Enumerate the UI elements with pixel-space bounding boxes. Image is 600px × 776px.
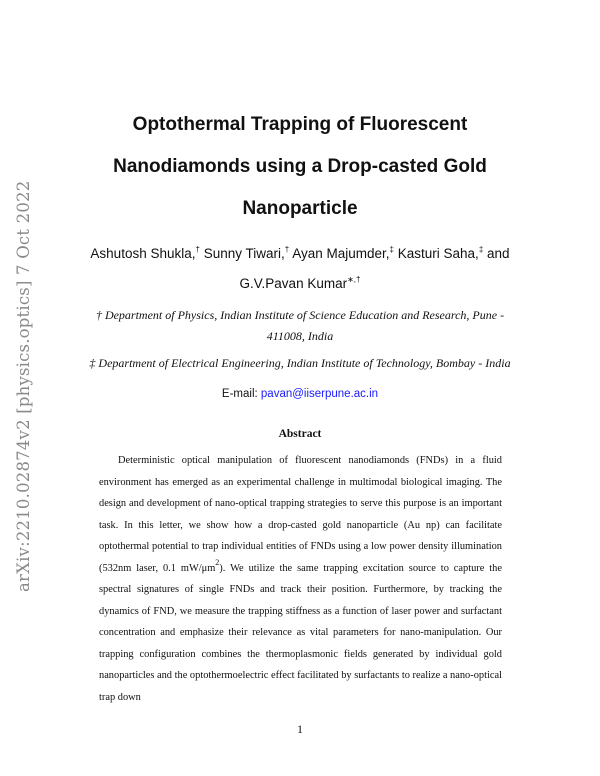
paper-title [60,104,540,230]
affil-mark: † [284,245,290,254]
abstract-heading: Abstract [278,428,322,440]
affiliation-physics-line-1: † Department of Physics, Indian Institute of Science Education and Research, Pune - [95,308,505,322]
author-and: and [487,246,510,261]
email-line [60,388,540,400]
affiliation-electrical: ‡ Department of Electrical Engineering, Indian Institute of Technology, Bombay - India [89,356,511,370]
affil-mark: † [195,245,200,254]
affil-mark: ‡ [389,245,394,254]
author-line-2 [70,269,530,299]
affiliation-physics-line-2: 411008, India [266,329,334,343]
author-saha: Kasturi Saha, [397,246,479,261]
affil-mark: ∗,† [347,275,361,284]
author-line-1 [70,239,530,269]
abstract-text-1: Deterministic optical manipulation of fluorescent nanodiamonds (FNDs) in a fluid environment has emerged as an experimental challenge in multimodal biological imaging. The design and development of nano-optical trapping strategies to serve this purpose is an important task. In this letter, we show how a drop-casted gold nanoparticle (Au np) can facilitate optothermal potential to trap individual entities of FNDs using a low power density illumination (532nm laser, 0.1 mW/μm [99,455,502,574]
affiliation-physics [70,305,530,347]
page-number: 1 [297,722,303,736]
arxiv-identifier: arXiv:2210.02874v2 [physics.optics] 7 Oct 2022 [14,180,33,592]
author-kumar: G.V.Pavan Kumar [239,276,348,291]
abstract-superscript: 2 [215,557,220,567]
title-line-1: Optothermal Trapping of Fluorescent [132,114,468,135]
affil-mark: ‡ [478,245,484,254]
author-shukla: Ashutosh Shukla, [90,246,196,261]
author-majumder: Ayan Majumder, [292,246,390,261]
author-list [70,239,530,299]
title-line-2: Nanodiamonds using a Drop-casted Gold [113,156,487,177]
author-tiwari: Sunny Tiwari, [203,246,285,261]
title-line-3: Nanoparticle [242,198,358,219]
abstract-text-2: ). We utilize the same trapping excitation source to capture the spectral signatures of single FNDs and track their position. Furthermore, by tracking the dynamics of FND, we measure the trapping stiffness as a function of laser power and surfactant concentration and emphasize their relevance as vital parameters for nano-manipulation. Our trapping configuration combines the thermoplasmonic fields generated by individual gold nanoparticles and the optothermoelectric effect facilitated by surfactants to realize a nano-optical trap down [99,562,502,703]
email-link[interactable]: pavan@iiserpune.ac.in [260,388,379,400]
email-label: E-mail: [221,388,258,400]
abstract-body [99,450,502,708]
